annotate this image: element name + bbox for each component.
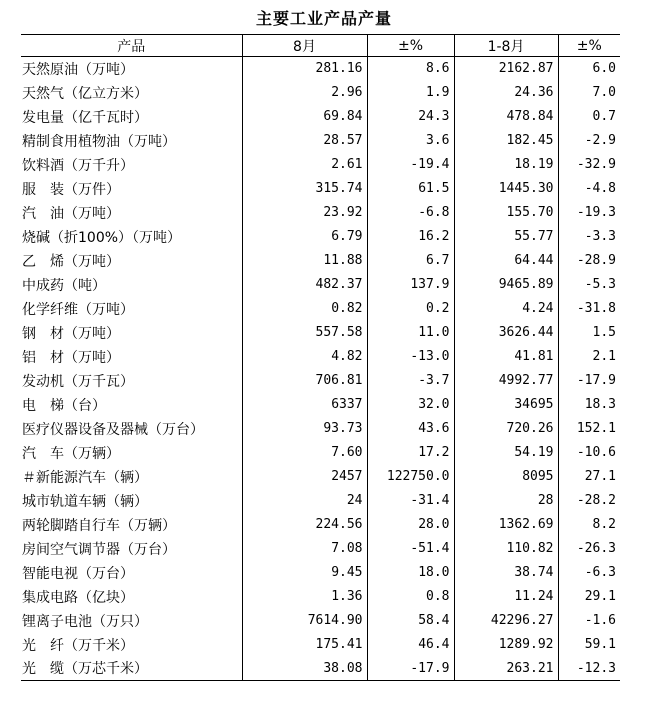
jan-aug-change: 7.0 <box>558 81 620 105</box>
jan-aug-change: -28.9 <box>558 249 620 273</box>
jan-aug-change: 6.0 <box>558 57 620 81</box>
product-name: 天然气（亿立方米） <box>22 85 148 102</box>
jan-aug-value: 54.19 <box>454 441 558 465</box>
august-value: 6.79 <box>242 225 367 249</box>
table-title: 主要工业产品产量 <box>255 9 392 28</box>
table-row <box>21 633 620 657</box>
august-value: 175.41 <box>242 633 367 657</box>
jan-aug-value: 9465.89 <box>454 273 558 297</box>
jan-aug-change: -31.8 <box>558 297 620 321</box>
august-change: -13.0 <box>367 345 454 369</box>
august-value: 28.57 <box>242 129 367 153</box>
table-row <box>21 201 620 225</box>
august-value: 69.84 <box>242 105 367 129</box>
table-row <box>21 57 620 81</box>
jan-aug-change: -32.9 <box>558 153 620 177</box>
august-change: 24.3 <box>367 105 454 129</box>
jan-aug-value: 1445.30 <box>454 177 558 201</box>
product-name: 集成电路（亿块） <box>22 589 134 606</box>
jan-aug-change: -28.2 <box>558 489 620 513</box>
table-row <box>21 297 620 321</box>
product-name: 饮料酒（万千升） <box>22 157 134 174</box>
august-value: 23.92 <box>242 201 367 225</box>
header-august: 8月 <box>242 35 367 57</box>
table-row <box>21 393 620 417</box>
product-name: 汽 车（万辆） <box>22 445 120 462</box>
jan-aug-value: 24.36 <box>454 81 558 105</box>
header-row <box>21 35 620 57</box>
jan-aug-change: -19.3 <box>558 201 620 225</box>
august-change: 58.4 <box>367 609 454 633</box>
product-name: 中成药（吨） <box>22 277 106 294</box>
august-change: 17.2 <box>367 441 454 465</box>
august-value: 281.16 <box>242 57 367 81</box>
jan-aug-value: 8095 <box>454 465 558 489</box>
jan-aug-change: -10.6 <box>558 441 620 465</box>
august-change: 0.2 <box>367 297 454 321</box>
august-change: 0.8 <box>367 585 454 609</box>
august-value: 2.96 <box>242 81 367 105</box>
august-change: 11.0 <box>367 321 454 345</box>
table-row <box>21 177 620 201</box>
august-value: 557.58 <box>242 321 367 345</box>
august-value: 2457 <box>242 465 367 489</box>
jan-aug-value: 4.24 <box>454 297 558 321</box>
product-name: 智能电视（万台） <box>22 565 134 582</box>
product-name: 电 梯（台） <box>22 397 106 414</box>
table-row <box>21 465 620 489</box>
product-name: 天然原油（万吨） <box>22 61 134 78</box>
product-name: 锂离子电池（万只） <box>22 613 148 630</box>
august-change: 28.0 <box>367 513 454 537</box>
august-value: 482.37 <box>242 273 367 297</box>
jan-aug-change: 18.3 <box>558 393 620 417</box>
jan-aug-change: -26.3 <box>558 537 620 561</box>
table-row <box>21 585 620 609</box>
jan-aug-change: 59.1 <box>558 633 620 657</box>
august-value: 0.82 <box>242 297 367 321</box>
jan-aug-value: 42296.27 <box>454 609 558 633</box>
jan-aug-value: 1362.69 <box>454 513 558 537</box>
august-change: -31.4 <box>367 489 454 513</box>
jan-aug-change: 1.5 <box>558 321 620 345</box>
jan-aug-change: 152.1 <box>558 417 620 441</box>
jan-aug-value: 2162.87 <box>454 57 558 81</box>
august-change: 61.5 <box>367 177 454 201</box>
august-value: 4.82 <box>242 345 367 369</box>
jan-aug-value: 34695 <box>454 393 558 417</box>
product-name: 乙 烯（万吨） <box>22 253 120 270</box>
august-value: 7614.90 <box>242 609 367 633</box>
product-name: 烧碱（折100%）（万吨） <box>22 229 182 246</box>
august-change: 3.6 <box>367 129 454 153</box>
jan-aug-change: -5.3 <box>558 273 620 297</box>
jan-aug-value: 720.26 <box>454 417 558 441</box>
product-name: 服 装（万件） <box>22 181 120 198</box>
august-change: 18.0 <box>367 561 454 585</box>
jan-aug-value: 263.21 <box>454 657 558 681</box>
table-row <box>21 513 620 537</box>
table-row <box>21 345 620 369</box>
header-jan-aug-change: ±% <box>558 35 620 57</box>
august-change: 16.2 <box>367 225 454 249</box>
header-jan-aug: 1-8月 <box>454 35 558 57</box>
jan-aug-change: 29.1 <box>558 585 620 609</box>
jan-aug-change: -17.9 <box>558 369 620 393</box>
table-row <box>21 129 620 153</box>
august-change: 122750.0 <box>367 465 454 489</box>
header-august-change: ±% <box>367 35 454 57</box>
jan-aug-value: 64.44 <box>454 249 558 273</box>
product-name: 光 纤（万千米） <box>22 637 134 654</box>
product-name: 房间空气调节器（万台） <box>22 541 176 558</box>
table-row <box>21 489 620 513</box>
table-row <box>21 609 620 633</box>
august-value: 9.45 <box>242 561 367 585</box>
august-change: -3.7 <box>367 369 454 393</box>
august-change: 46.4 <box>367 633 454 657</box>
jan-aug-value: 18.19 <box>454 153 558 177</box>
jan-aug-value: 4992.77 <box>454 369 558 393</box>
product-name: ＃新能源汽车（辆） <box>22 469 148 486</box>
august-value: 7.60 <box>242 441 367 465</box>
table-row <box>21 273 620 297</box>
jan-aug-value: 155.70 <box>454 201 558 225</box>
august-value: 2.61 <box>242 153 367 177</box>
table-row <box>21 321 620 345</box>
table-row <box>21 441 620 465</box>
jan-aug-change: -4.8 <box>558 177 620 201</box>
jan-aug-value: 28 <box>454 489 558 513</box>
jan-aug-change: 2.1 <box>558 345 620 369</box>
august-value: 315.74 <box>242 177 367 201</box>
august-change: 6.7 <box>367 249 454 273</box>
august-value: 24 <box>242 489 367 513</box>
table-row <box>21 225 620 249</box>
jan-aug-change: -2.9 <box>558 129 620 153</box>
august-value: 706.81 <box>242 369 367 393</box>
table-row <box>21 417 620 441</box>
jan-aug-change: -12.3 <box>558 657 620 681</box>
august-change: -6.8 <box>367 201 454 225</box>
jan-aug-value: 55.77 <box>454 225 558 249</box>
august-change: 32.0 <box>367 393 454 417</box>
product-name: 医疗仪器设备及器械（万台） <box>22 421 204 438</box>
jan-aug-change: 8.2 <box>558 513 620 537</box>
august-change: -19.4 <box>367 153 454 177</box>
product-name: 发电量（亿千瓦时） <box>22 109 148 126</box>
jan-aug-change: -6.3 <box>558 561 620 585</box>
table-row <box>21 153 620 177</box>
august-value: 1.36 <box>242 585 367 609</box>
table-row <box>21 105 620 129</box>
table-row <box>21 561 620 585</box>
product-name: 精制食用植物油（万吨） <box>22 133 176 150</box>
product-name: 城市轨道车辆（辆） <box>22 493 148 510</box>
august-change: -17.9 <box>367 657 454 681</box>
jan-aug-value: 110.82 <box>454 537 558 561</box>
jan-aug-value: 478.84 <box>454 105 558 129</box>
jan-aug-change: -3.3 <box>558 225 620 249</box>
product-name: 钢 材（万吨） <box>22 325 120 342</box>
jan-aug-change: 27.1 <box>558 465 620 489</box>
table-row <box>21 369 620 393</box>
table-row <box>21 249 620 273</box>
jan-aug-value: 38.74 <box>454 561 558 585</box>
august-change: 1.9 <box>367 81 454 105</box>
jan-aug-value: 1289.92 <box>454 633 558 657</box>
august-change: 43.6 <box>367 417 454 441</box>
product-name: 光 缆（万芯千米） <box>21 657 242 681</box>
august-value: 11.88 <box>242 249 367 273</box>
table-row <box>21 81 620 105</box>
industrial-output-table <box>21 34 620 681</box>
august-value: 7.08 <box>242 537 367 561</box>
august-value: 224.56 <box>242 513 367 537</box>
product-name: 铝 材（万吨） <box>22 349 120 366</box>
table-row <box>21 657 620 681</box>
product-name: 汽 油（万吨） <box>22 205 120 222</box>
header-product: 产品 <box>21 35 242 57</box>
jan-aug-change: 0.7 <box>558 105 620 129</box>
august-value: 6337 <box>242 393 367 417</box>
product-name: 化学纤维（万吨） <box>22 301 134 318</box>
august-change: 137.9 <box>367 273 454 297</box>
table-row <box>21 537 620 561</box>
august-change: -51.4 <box>367 537 454 561</box>
jan-aug-value: 3626.44 <box>454 321 558 345</box>
jan-aug-change: -1.6 <box>558 609 620 633</box>
august-value: 93.73 <box>242 417 367 441</box>
august-value: 38.08 <box>242 657 367 681</box>
jan-aug-value: 41.81 <box>454 345 558 369</box>
product-name: 发动机（万千瓦） <box>22 373 134 390</box>
product-name: 两轮脚踏自行车（万辆） <box>22 517 176 534</box>
jan-aug-value: 182.45 <box>454 129 558 153</box>
jan-aug-value: 11.24 <box>454 585 558 609</box>
august-change: 8.6 <box>367 57 454 81</box>
